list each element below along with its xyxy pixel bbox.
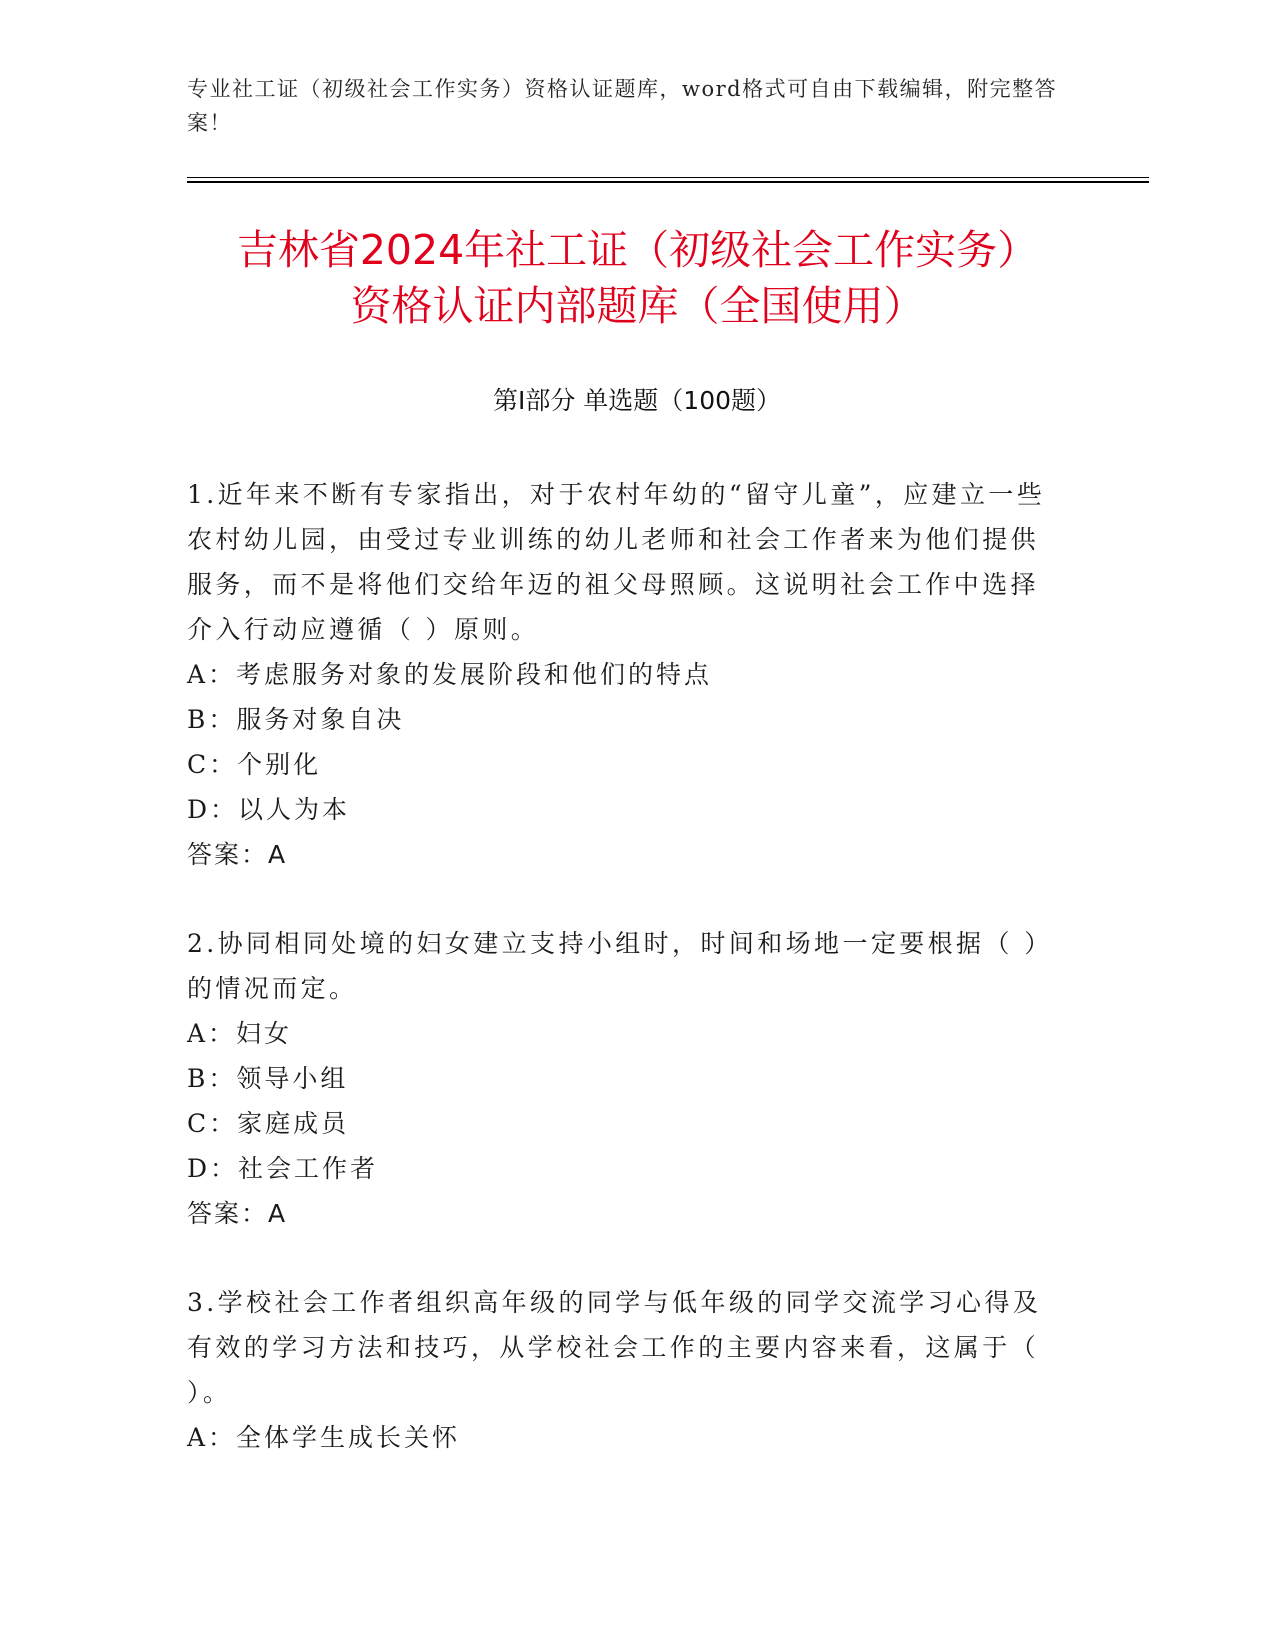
answer: 答案：A: [187, 1199, 288, 1228]
option-d: D：以人为本: [187, 795, 351, 824]
option-a: A：考虑服务对象的发展阶段和他们的特点: [187, 660, 713, 689]
answer: 答案：A: [187, 840, 288, 869]
header-divider-thin: [187, 177, 1149, 178]
option-a: A：全体学生成长关怀: [187, 1423, 461, 1452]
header-divider-thick: [187, 181, 1149, 183]
question-2: [187, 921, 1057, 1236]
question-3: [187, 1280, 1057, 1460]
option-d: D：社会工作者: [187, 1154, 379, 1183]
question-list: [187, 472, 1057, 1504]
option-b: B：服务对象自决: [187, 705, 405, 734]
question-stem: 1.近年来不断有专家指出，对于农村年幼的“留守儿童”，应建立一些农村幼儿园，由受过专业训练的幼儿老师和社会工作者来为他们提供服务，而不是将他们交给年迈的祖父母照顾。这说明社会工作中选择介入行动应遵循（ ）原则。: [187, 480, 1046, 644]
document-title-line2: 资格认证内部题库（全国使用）: [350, 282, 925, 330]
option-c: C：家庭成员: [187, 1109, 350, 1138]
question-stem: 3.学校社会工作者组织高年级的同学与低年级的同学交流学习心得及有效的学习方法和技巧，从学校社会工作的主要内容来看，这属于（ ）。: [187, 1288, 1042, 1407]
section-heading: 第Ⅰ部分 单选题（100题）: [492, 386, 782, 415]
question-1: [187, 472, 1057, 877]
option-c: C：个别化: [187, 750, 322, 779]
question-stem: 2.协同相同处境的妇女建立支持小组时，时间和场地一定要根据（ ）的情况而定。: [187, 929, 1053, 1003]
option-b: B：领导小组: [187, 1064, 349, 1093]
document-title-line1: 吉林省2024年社工证（初级社会工作实务）: [236, 226, 1039, 274]
document-title: [140, 222, 1135, 334]
option-a: A：妇女: [187, 1019, 293, 1048]
header-note: 专业社工证（初级社会工作实务）资格认证题库，word格式可自由下载编辑，附完整答案！: [187, 77, 1058, 135]
